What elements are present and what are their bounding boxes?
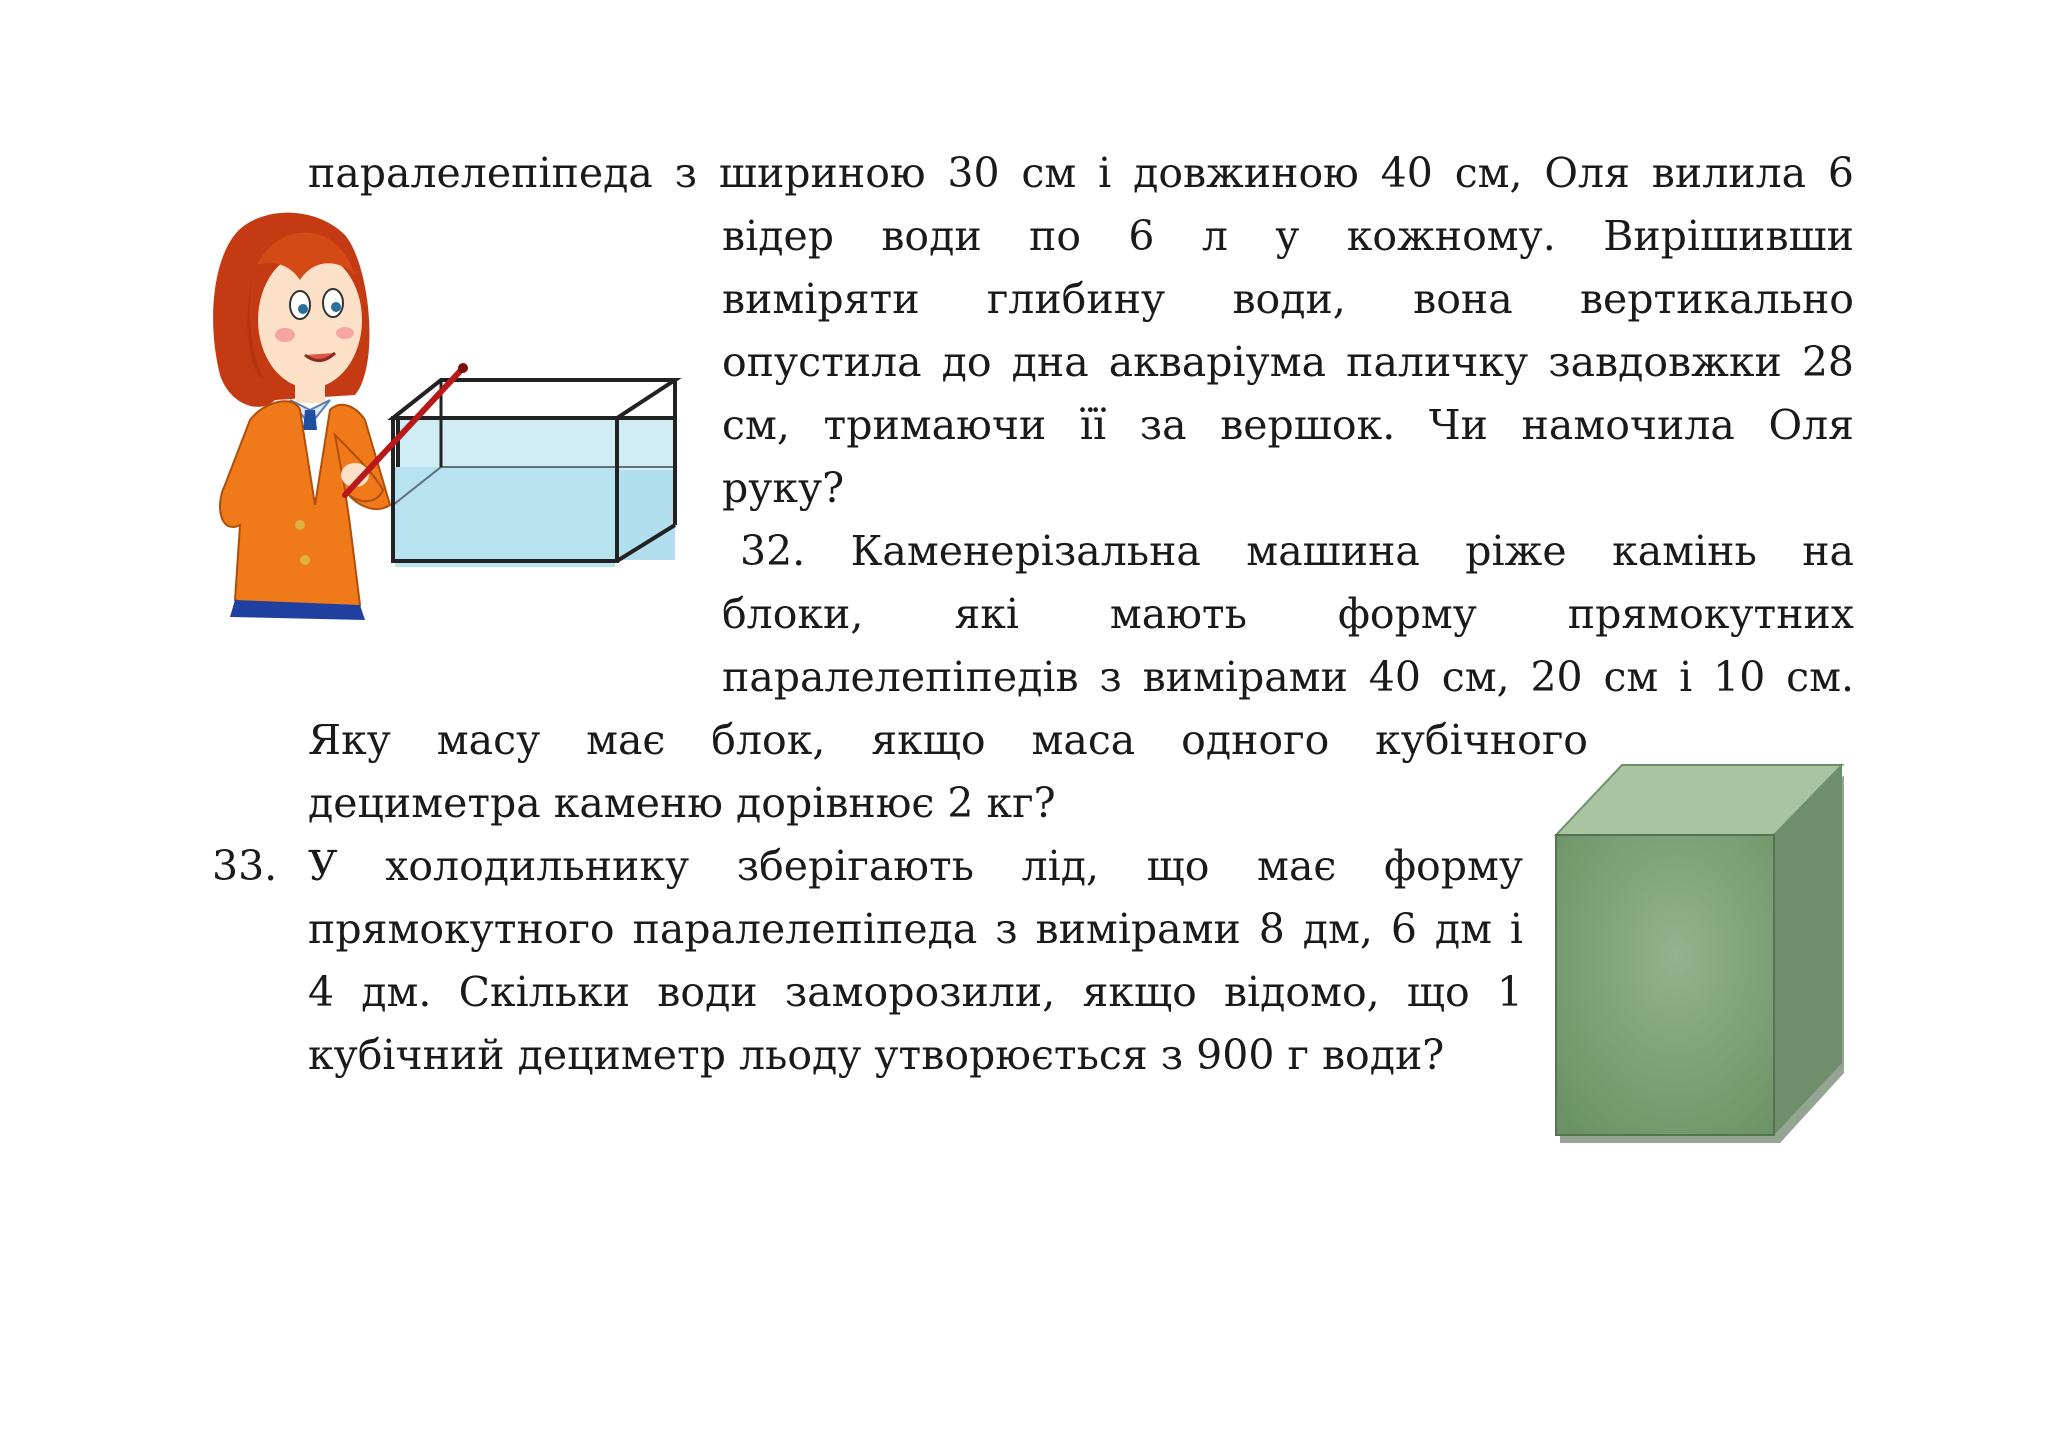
problem-32-line-1: 32. Каменерізальна машина ріже камінь на: [740, 527, 1854, 575]
problem-32-line-2: блоки, які мають форму прямокутних: [722, 590, 1854, 638]
problem-33-line-2: прямокутного паралелепіпеда з вимірами 8 дм, 6 дм і: [308, 905, 1523, 953]
text-line-3: виміряти глибину води, вона вертикально: [722, 275, 1854, 323]
teacher-with-aquarium-illustration: [205, 205, 695, 685]
text-line-1: паралелепіпеда з шириною 30 см і довжиною 40 см, Оля вилила 6: [308, 149, 1854, 197]
problem-32-line-4: Яку масу має блок, якщо маса одного кубічного: [308, 716, 1588, 764]
green-block-illustration: [1552, 763, 1852, 1153]
problem-33-line-4: кубічний дециметр льоду утворюється з 900 г води?: [308, 1031, 1445, 1079]
text-line-4: опустила до дна акваріума паличку завдовжки 28: [722, 338, 1854, 386]
problem-32-line-5: дециметра каменю дорівнює 2 кг?: [308, 779, 1056, 827]
text-line-6: руку?: [722, 464, 845, 512]
aquarium-icon: [393, 380, 675, 567]
text-line-2: відер води по 6 л у кожному. Вирішивши: [722, 212, 1854, 260]
problem-33-line-1: У холодильнику зберігають лід, що має форму: [308, 842, 1523, 890]
problem-33-number: 33.: [212, 842, 278, 890]
problem-32-line-3: паралелепіпедів з вимірами 40 см, 20 см і 10 см.: [722, 653, 1854, 701]
text-line-5: см, тримаючи її за вершок. Чи намочила Оля: [722, 401, 1854, 449]
problem-33-line-3: 4 дм. Скільки води заморозили, якщо відомо, що 1: [308, 968, 1523, 1016]
